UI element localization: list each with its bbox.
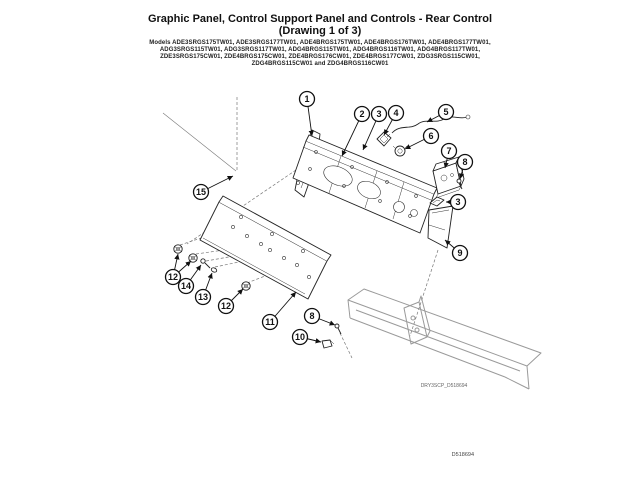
models-line: ADG3SRGS115TW01, ADG3SRGS117TW01, ADG4BRGS115TW01, ADG4BRGS116TW01, ADG4BRGS117TW01, xyxy=(159,47,481,53)
models-line: Models ADE3SRGS175TW01, ADE3SRGS177TW01, ADE4BRGS175TW01, ADE4BRGS176TW01, ADE4BRGS177TW01, xyxy=(149,40,491,46)
svg-text:12: 12 xyxy=(220,301,232,312)
svg-text:7: 7 xyxy=(446,146,452,157)
page-title: Graphic Panel, Control Support Panel and Controls - Rear Control xyxy=(147,13,493,25)
part-control-support-panel xyxy=(293,135,437,233)
part-push-nut xyxy=(242,282,250,290)
callout-12b xyxy=(219,289,244,314)
callout-4 xyxy=(384,106,404,136)
callout-6 xyxy=(405,129,439,150)
document-number: D518694 xyxy=(451,452,474,458)
part-retainer-clip xyxy=(322,340,334,348)
callout-8b xyxy=(305,309,336,326)
part-clip-small xyxy=(211,267,218,273)
svg-text:10: 10 xyxy=(294,332,306,343)
projection-lines xyxy=(163,97,438,358)
callout-2 xyxy=(342,107,370,157)
svg-text:8: 8 xyxy=(309,311,315,322)
svg-text:3: 3 xyxy=(455,197,461,208)
page-header xyxy=(0,13,640,68)
part-round-control xyxy=(393,146,407,156)
svg-text:5: 5 xyxy=(443,107,449,118)
svg-text:2: 2 xyxy=(359,109,365,120)
models-list xyxy=(0,40,640,68)
page-subtitle: (Drawing 1 of 3) xyxy=(278,25,362,37)
svg-text:9: 9 xyxy=(457,248,463,259)
callout-11 xyxy=(263,292,297,330)
svg-text:15: 15 xyxy=(195,187,207,198)
svg-text:14: 14 xyxy=(180,281,192,292)
svg-text:6: 6 xyxy=(428,131,434,142)
svg-text:11: 11 xyxy=(265,317,275,328)
part-push-nut xyxy=(189,254,197,262)
callout-15 xyxy=(194,176,234,200)
callout-1 xyxy=(300,92,315,137)
callout-9 xyxy=(445,240,468,261)
part-graphic-panel xyxy=(200,196,331,299)
dryer-cabinet-outline xyxy=(348,289,541,389)
callout-10 xyxy=(293,330,322,345)
svg-text:3: 3 xyxy=(376,109,382,120)
part-side-trim-panel xyxy=(428,206,453,248)
part-screw-lower xyxy=(335,324,341,334)
models-line: ZDE3SRGS175CW01, ZDE4BRGS175CW01, ZDE4BRGS176CW01, ZDE4BRGS177CW01, ZDG3SRGS115CW01, xyxy=(160,54,480,60)
drawing-file-label: DRY3SCP_D518694 xyxy=(420,383,468,389)
svg-text:8: 8 xyxy=(462,157,468,168)
callout-5 xyxy=(427,105,454,123)
svg-text:13: 13 xyxy=(197,292,209,303)
callout-13 xyxy=(196,273,213,305)
models-line: ZDG4BRGS115CW01 and ZDG4BRGS116CW01 xyxy=(251,61,389,67)
svg-text:12: 12 xyxy=(167,272,179,283)
svg-text:4: 4 xyxy=(393,108,399,119)
svg-text:1: 1 xyxy=(304,94,310,105)
part-push-nut xyxy=(174,245,182,253)
